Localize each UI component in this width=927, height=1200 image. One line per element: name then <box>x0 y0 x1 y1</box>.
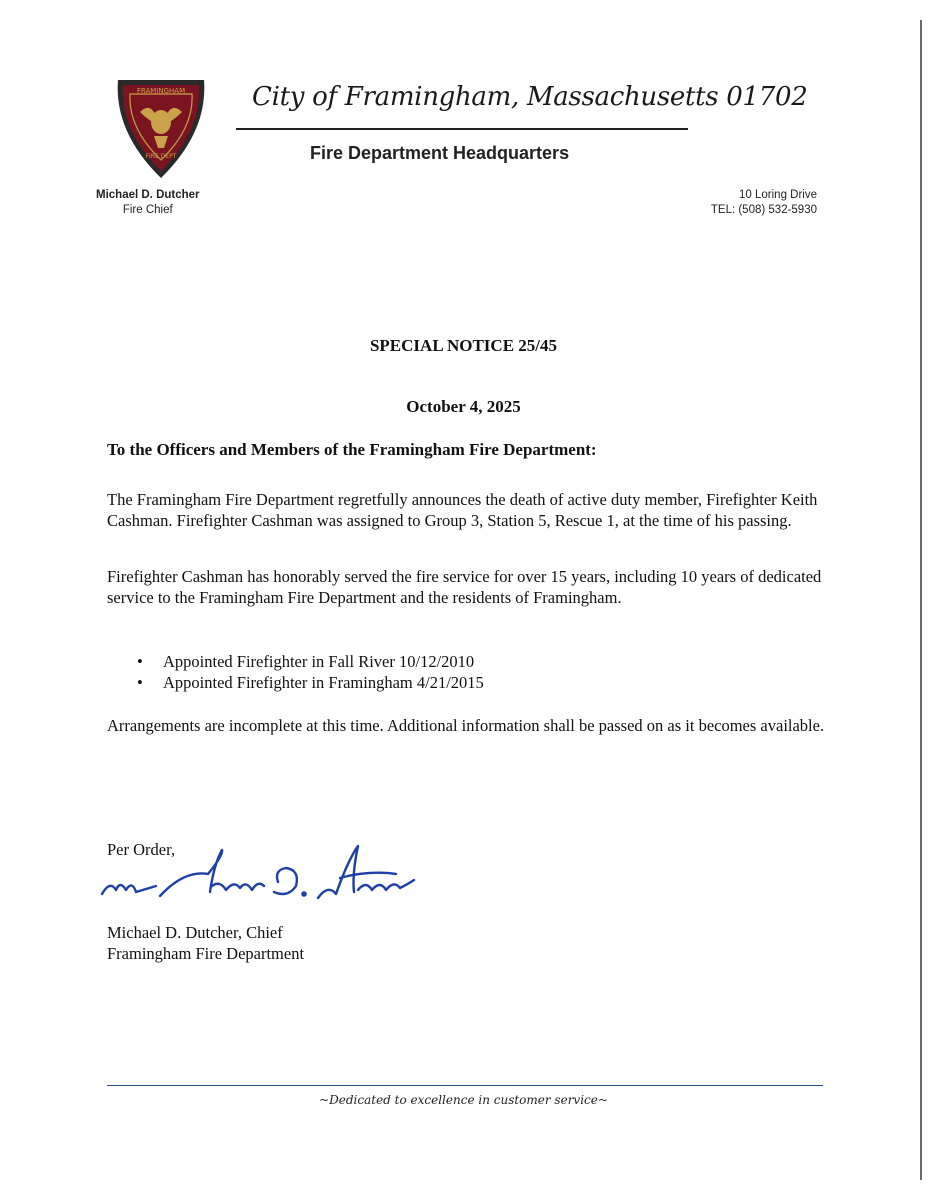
department-title: Fire Department Headquarters <box>310 143 570 163</box>
list-item-text: Appointed Firefighter in Fall River 10/12/2010 <box>163 652 475 671</box>
signer-block <box>107 922 304 964</box>
closing: Per Order, <box>107 840 176 859</box>
chief-title: Fire Chief <box>122 204 173 216</box>
list-item-text: Appointed Firefighter in Framingham 4/21/2015 <box>163 673 484 692</box>
chief-name: Michael D. Dutcher <box>96 189 200 201</box>
seal-text-bottom: FIRE DEPT <box>145 153 177 160</box>
bullet-icon: • <box>137 652 143 671</box>
scan-edge-line <box>920 20 922 1180</box>
seal-text-top: FRAMINGHAM <box>136 87 186 95</box>
footer-rule <box>107 1085 823 1086</box>
signer-name: Michael D. Dutcher, Chief <box>107 923 283 942</box>
list-item <box>107 672 484 693</box>
salutation: To the Officers and Members of the Framingham Fire Department: <box>107 440 597 459</box>
paragraph-arrangements: Arrangements are incomplete at this time. Additional information shall be passed on as it becomes available. <box>107 716 825 735</box>
service-history-list <box>107 651 484 693</box>
address-phone: TEL: (508) 532-5930 <box>710 204 817 216</box>
footer-motto: ~Dedicated to excellence in customer service~ <box>319 1093 608 1107</box>
notice-date: October 4, 2025 <box>406 397 521 416</box>
notice-title: SPECIAL NOTICE 25/45 <box>369 336 558 355</box>
handwritten-signature <box>96 840 426 920</box>
address-street: 10 Loring Drive <box>739 189 817 201</box>
paragraph-service: Firefighter Cashman has honorably served the fire service for over 15 years, including 10 years of dedicated service to the Framingham Fire Department and the residents of Framingham. <box>107 567 822 607</box>
title-rule <box>236 128 688 130</box>
city-title: City of Framingham, Massachusetts 01702 <box>252 82 808 112</box>
paragraph-announcement: The Framingham Fire Department regretfully announces the death of active duty member, Firefighter Keith Cashman. Firefighter Cashman was assigned to Group 3, Station 5, Rescue 1, at the time of his passing. <box>107 490 818 530</box>
bullet-icon: • <box>137 673 143 692</box>
fire-department-seal <box>110 72 212 184</box>
chief-block <box>96 188 200 218</box>
list-item <box>107 651 484 672</box>
address-block <box>711 188 817 218</box>
signer-organization: Framingham Fire Department <box>107 944 305 963</box>
